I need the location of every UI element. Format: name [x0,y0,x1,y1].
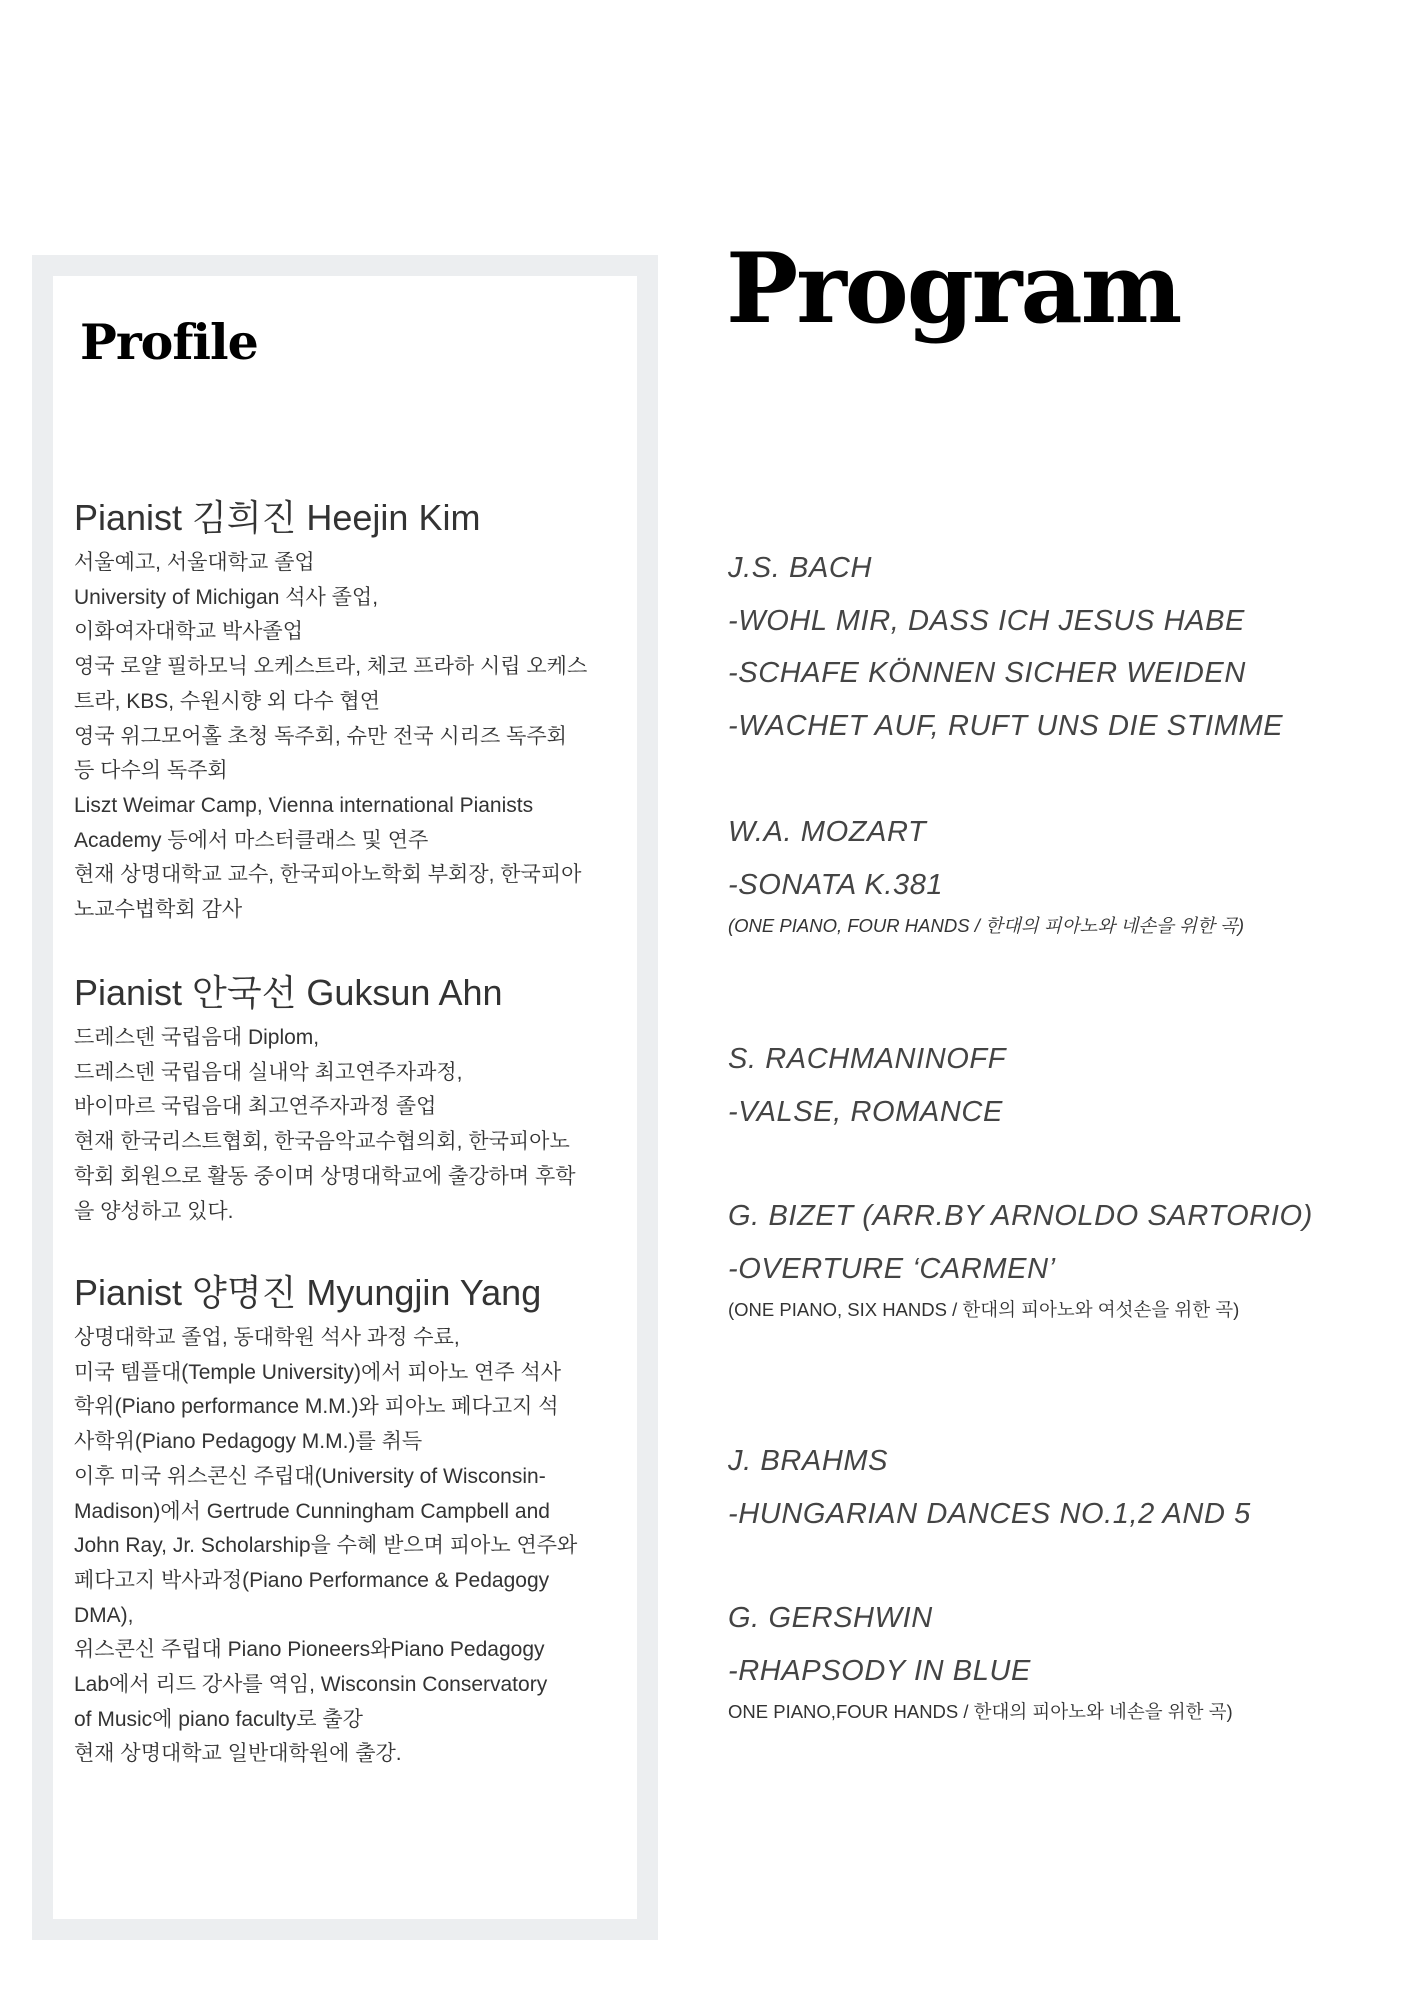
program-piece: -OVERTURE ‘CARMEN’ [728,1252,1056,1285]
bio-line: 학회 회원으로 활동 중이며 상명대학교에 출강하며 후학 [74,1164,576,1188]
program-item-bach [728,542,1368,752]
program-composer: J.S. BACH [728,552,872,584]
bio-line: 영국 로얄 필하모닉 오케스트라, 체코 프라하 시립 오케스 [74,655,588,679]
program-composer: G. BIZET (ARR.BY ARNOLDO SARTORIO) [728,1200,1313,1232]
bio-line: 드레스덴 국립음대 Diplom, [74,1026,320,1049]
program-piece: -HUNGARIAN DANCES NO.1,2 AND 5 [728,1497,1251,1530]
program-composer: W.A. MOZART [728,816,927,848]
bio-line: 학위(Piano performance M.M.)와 피아노 페다고지 석 [74,1395,559,1419]
bio-line: 등 다수의 독주회 [74,759,228,783]
pianist-bio [74,546,634,928]
program-item-rachmaninoff [728,1033,1368,1138]
program-item-mozart [728,806,1368,941]
program-piece: -SCHAFE KÖNNEN SICHER WEIDEN [728,657,1246,689]
program-note: (ONE PIANO, SIX HANDS / 한대의 피아노와 여섯손을 위한 곡) [728,1299,1240,1320]
bio-line: 미국 템플대(Temple University)에서 피아노 연주 석사 [74,1360,562,1384]
program-note: ONE PIANO,FOUR HANDS / 한대의 피아노와 네손을 위한 곡) [728,1701,1233,1722]
bio-line: Liszt Weimar Camp, Vienna international Pianists [74,793,534,817]
pianist-bio [74,1321,634,1772]
bio-line: 사학위(Piano Pedagogy M.M.)를 취득 [74,1430,423,1454]
bio-line: Lab에서 리드 강사를 역임, Wisconsin Conservatory [74,1673,548,1697]
pianist-myungjin-yang [74,1265,634,1772]
pianist-heejin-kim [74,490,634,928]
bio-line: University of Michigan 석사 졸업, [74,585,379,609]
bio-line: Madison)에서 Gertrude Cunningham Campbell and [74,1499,550,1523]
program-piece: -WACHET AUF, RUFT UNS DIE STIMME [728,709,1284,742]
pianist-name: Pianist 양명진 Myungjin Yang [74,1272,542,1313]
bio-line: 영국 위그모어홀 초청 독주회, 슈만 전국 시리즈 독주회 [74,724,567,748]
pianist-bio [74,1021,634,1229]
bio-line: 노교수법학회 감사 [74,898,243,922]
bio-line: 현재 상명대학교 교수, 한국피아노학회 부회장, 한국피아 [74,863,582,887]
program-composer: G. GERSHWIN [728,1602,933,1634]
bio-line: 을 양성하고 있다. [74,1199,234,1223]
program-composer: S. RACHMANINOFF [728,1043,1007,1075]
pianist-name: Pianist 김희진 Heejin Kim [74,497,481,538]
program-item-gershwin [728,1592,1368,1727]
bio-line: DMA), [74,1603,134,1627]
bio-line: of Music에 piano faculty로 출강 [74,1707,363,1731]
program-piece: -VALSE, ROMANCE [728,1095,1003,1128]
program-item-bizet [728,1190,1368,1325]
program-piece: -WOHL MIR, DASS ICH JESUS HABE [728,604,1245,637]
bio-line: 서울예고, 서울대학교 졸업 [74,551,315,574]
bio-line: John Ray, Jr. Scholarship을 수혜 받으며 피아노 연주와 [74,1534,578,1558]
bio-line: 위스콘신 주립대 Piano Pioneers와Piano Pedagogy [74,1638,545,1662]
program-note: (ONE PIANO, FOUR HANDS / 한대의 피아노와 네손을 위한 곡) [728,915,1245,936]
bio-line: 바이마르 국립음대 최고연주자과정 졸업 [74,1095,437,1119]
bio-line: 트라, KBS, 수원시향 외 다수 협연 [74,689,381,713]
pianist-name: Pianist 안국선 Guksun Ahn [74,972,503,1013]
profile-title: Profile [80,313,258,371]
bio-line: 현재 한국리스트협회, 한국음악교수협의회, 한국피아노 [74,1130,570,1154]
program-piece: -RHAPSODY IN BLUE [728,1654,1031,1687]
bio-line: 상명대학교 졸업, 동대학원 석사 과정 수료, [74,1326,460,1349]
bio-line: 이화여자대학교 박사졸업 [74,620,303,644]
program-title: Program [726,232,1181,345]
program-composer: J. BRAHMS [728,1445,889,1477]
bio-line: 이후 미국 위스콘신 주립대(University of Wisconsin- [74,1464,546,1488]
program-item-brahms [728,1435,1368,1540]
pianist-guksun-ahn [74,965,634,1229]
program-piece: -SONATA K.381 [728,868,944,901]
bio-line: 현재 상명대학교 일반대학원에 출강. [74,1742,402,1766]
bio-line: 페다고지 박사과정(Piano Performance & Pedagogy [74,1568,550,1592]
bio-line: 드레스덴 국립음대 실내악 최고연주자과정, [74,1060,463,1084]
bio-line: Academy 등에서 마스터클래스 및 연주 [74,828,429,852]
